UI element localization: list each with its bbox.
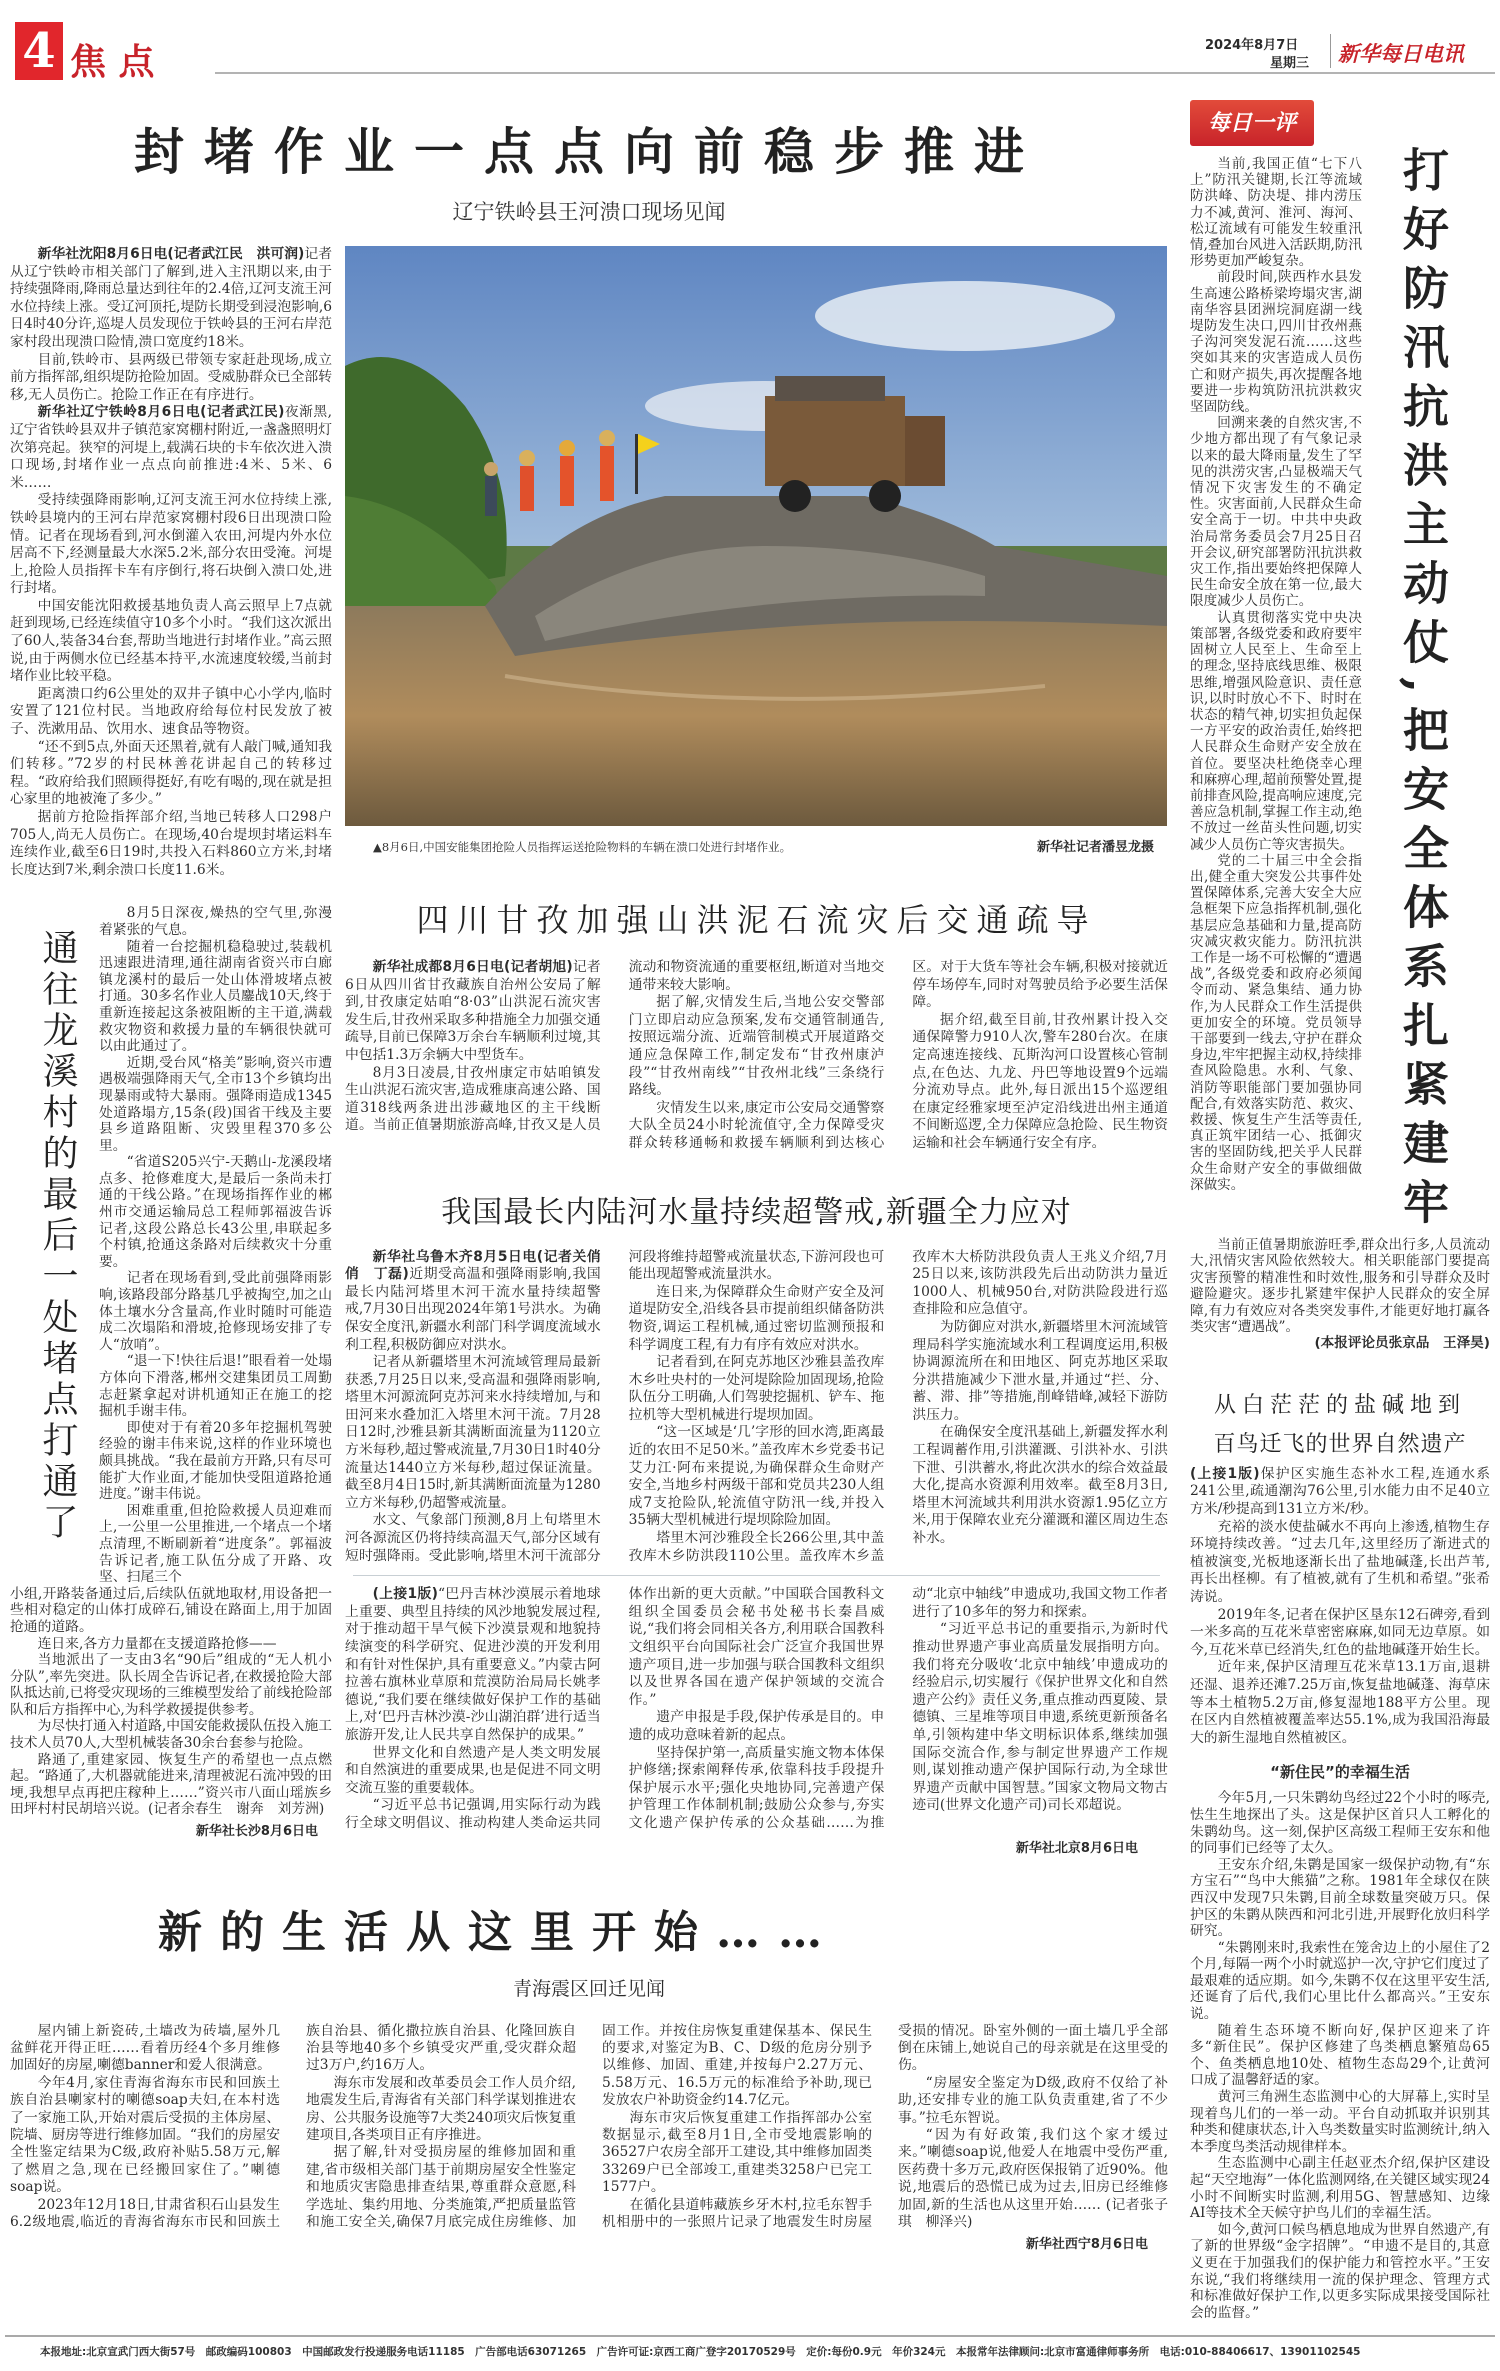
paragraph-text: 2023年12月18日,甘肃省积石山县发生6.2级地震,临近的青海省海东市民和回族土族自治县、循化撒拉族自治县、化隆回族自治县等地40多个乡镇受灾严重,受灾群众超过3万户,约16万人。 bbox=[10, 2022, 576, 2230]
heritage-dateline: 新华社北京8月6日电 bbox=[1015, 1840, 1138, 1856]
paragraph-text: 近年来,保护区清理互花米草13.1万亩,退耕还湿、退养还滩7.25万亩,恢复盐地碱蓬、海草床等本土植物5.2万亩,修复湿地188平方公里。现在区内自然植被覆盖率达55.1%,成为我国沿海最大的新生湿地自然植被区。 bbox=[1190, 1659, 1490, 1746]
paragraph bbox=[1190, 2155, 1490, 2221]
paragraph-text: 充裕的淡水使盐碱水不再向上渗透,植物生存环境持续改善。“过去几年,这里经历了渐进式的植被演变,光板地逐渐长出了盐地碱蓬,长出芦苇,再长出柽柳。有了植被,就有了生机和希望。”张希涛说。 bbox=[1190, 1518, 1490, 1606]
paragraph bbox=[10, 1586, 332, 1636]
paragraph bbox=[1190, 2023, 1490, 2089]
lead-story-body bbox=[10, 246, 332, 879]
paragraph bbox=[306, 2075, 576, 2145]
paragraph-text: 回溯来袭的自然灾害,不少地方都出现了有气象记录以来的最大降雨量,发生了罕见的洪涝灾害,凸显极端天气情况下灾害发生的不确定性。灾害面前,人民群众生命安全高于一切。中共中央政治局常务委员会7月25日召开会议,研究部署防汛抗洪救灾工作,指出要始终把保障人民生命安全放在第一位,最大限度减少人员伤亡。 bbox=[1190, 415, 1362, 610]
paragraph bbox=[629, 1354, 885, 1424]
paragraph bbox=[629, 1709, 885, 1744]
paragraph-text: 为尽快打通入村道路,中国安能救援队伍投入施工技术人员70人,大型机械装备30余台套参与抢险。 bbox=[10, 1718, 332, 1752]
paragraph bbox=[629, 994, 885, 1100]
paragraph-text: 小组,开路装备通过后,后续队伍就地取材,用设备把一些相对稳定的山体打成碎石,铺设在路面上,用于加固抢通的道路。 bbox=[10, 1585, 332, 1635]
paragraph bbox=[1190, 1940, 1490, 2023]
photo-caption: ▲8月6日,中国安能集团抢险人员指挥运送抢险物料的车辆在溃口处进行封堵作业。 bbox=[373, 840, 792, 854]
paragraph-text: 在确保安全度汛基础上,新疆发挥水利工程调蓄作用,引洪灌溉、引洪补水、引洪下泄、引洪蓄水,将此次洪水的综合效益最大化,提高水资源利用效率。截至8月3日,塔里木河流域共利用洪水资源1.95亿立方米,用于保障农业充分灌溉和灌区周边生态补水。 bbox=[912, 1424, 1168, 1547]
paragraph bbox=[99, 1353, 332, 1419]
header-rule bbox=[215, 72, 1495, 74]
paragraph-text: 保护区实施生态补水工程,连通水系241公里,疏通潮沟76公里,引水能力由不足40立方米/秒提高到131立方米/秒。 bbox=[1190, 1465, 1490, 1518]
paragraph bbox=[602, 2110, 872, 2197]
xinjiang-story-body bbox=[345, 1249, 1168, 1566]
commentary-top bbox=[1190, 146, 1490, 1238]
paragraph bbox=[345, 1586, 601, 1744]
paragraph bbox=[99, 1154, 332, 1270]
wetland-story-body bbox=[1190, 1466, 1490, 1748]
commentary-headline: 打好防汛抗洪主动仗,把安全体系扎紧建牢 bbox=[1396, 146, 1450, 1238]
paragraph-text: “习近平总书记的重要指示,为新时代推动世界遗产事业高质量发展指明方向。我们将充分吸收‘北京中轴线’申遗成功的经验启示,切实履行《保护世界文化和自然遗产公约》责任义务,重点推动西夏陵、景德镇、三星堆等项目申遗,系统更新预备名单,引领构建中华文明标识体系,继续加强国际交流合作,参与制定世界遗产工作规则,谋划推动遗产保护国际行动,为全球世界遗产贡献中国智慧。”国家文物局文物古迹司(世界文化遗产司)司长邓超说。 bbox=[912, 1621, 1168, 1814]
paragraph-text: 今年4月,家住青海省海东市民和回族土族自治县喇家村的喇德soap夫妇,在本村选了一家施工队,开始对震后受损的主体房屋、院墙、厨房等进行维修加固。“我们的房屋安全性鉴定结果为C级,政府补贴5.58万元,解了燃眉之急,现在已经搬回家住了。”喇德soap说。 bbox=[10, 2074, 280, 2196]
daily-commentary-badge bbox=[1190, 100, 1314, 146]
paragraph bbox=[10, 2023, 280, 2075]
qinghai-headline: 新的生活从这里开始…… bbox=[158, 1906, 840, 1958]
qinghai-subhead: 青海震区回迁见闻 bbox=[512, 1977, 665, 2000]
longxi-story-body-wide bbox=[10, 1586, 332, 1818]
paragraph-text: “习近平总书记强调,用实际行动为践行全球文明倡议、推动构建人类命运共同体作出新的更大贡献。”中国联合国教科文组织全国委员会秘书处秘书长秦昌威说,“我们将会同相关各方,利用联合国教科文组织平台向国际社会广泛宣介我国世界遗产项目,进一步加强与联合国教科文组织以及世界各国在遗产保护领域的交流合作。” bbox=[345, 1586, 885, 1831]
paragraph bbox=[912, 1319, 1168, 1425]
paragraph bbox=[10, 352, 332, 405]
paragraph-text: 中国安能沈阳救援基地负责人高云照早上7点就赶到现场,已经连续值守10多个小时。“我们这次派出了60人,装备34台套,帮助当地进行封堵作业。”高云照说,由于两侧水位已经基本持平,水流速度较缓,当前封堵作业比较平稳。 bbox=[10, 597, 332, 685]
paragraph bbox=[10, 246, 332, 352]
paragraph bbox=[1190, 2222, 1490, 2322]
paragraph-text: 连日来,各方力量都在支援道路抢修—— bbox=[37, 1635, 277, 1652]
paragraph-text: “还不到5点,外面天还黑着,就有人敲门喊,通知我们转移。”72岁的村民林善花讲起自己的转移过程。“政府给我们照顾得挺好,有吃有喝的,现在就是担心家里的地被淹了多少。” bbox=[10, 738, 332, 808]
paragraph bbox=[629, 1424, 885, 1530]
paragraph bbox=[99, 939, 332, 1055]
paragraph bbox=[99, 1503, 332, 1586]
paragraph bbox=[1190, 1857, 1490, 1940]
paragraph-text: 近期,受台风“格美”影响,资兴市遭遇极端强降雨天气,全市13个乡镇均出现暴雨或特大暴雨。强降雨造成1345处道路塌方,15条(段)国省干线及主要县乡道路阻断、灾毁里程370多公里。 bbox=[99, 1054, 332, 1154]
qinghai-story-body bbox=[10, 2023, 1168, 2232]
paragraph-text: 夜渐黑,辽宁省铁岭县双井子镇范家窝棚村附近,一盏盏照明灯次第亮起。狭窄的河堤上,载满石块的卡车依次进入溃口现场,封堵作业一点点向前推进:4米、5米、6米…… bbox=[10, 404, 333, 491]
paragraph bbox=[912, 1424, 1168, 1547]
paragraph-text: 王安东介绍,朱鹮是国家一级保护动物,有“东方宝石”“鸟中大熊猫”之称。1981年全球仅在陕西汉中发现7只朱鹮,目前全球数量突破万只。保护区的朱鹮从陕西和河北引进,开展野化放归科学研究。 bbox=[1190, 1856, 1490, 1940]
paragraph-text: 在循化县道帏藏族乡牙木村,拉毛东智手机相册中的一张照片记录了地震发生时房屋受损的情况。卧室外侧的一面土墙几乎全部倒在床铺上,她说自己的母亲就是在这里受的伤。 bbox=[602, 2022, 1168, 2230]
paragraph-text: 记者从新疆塔里木河流域管理局最新获悉,7月25日以来,受高温和强降雨影响,塔里木河源流阿克苏河来水持续增加,与和田河来水叠加汇入塔里木河干流。7月28日12时,沙雅县新其满断面流量为1120立方米每秒,超过警戒流量,7月30日1时40分流量达1440立方米每秒,超过保证流量。截至8月4日15时,新其满断面流量为1280立方米每秒,仍超警戒流量。 bbox=[345, 1354, 601, 1511]
paragraph bbox=[1190, 610, 1362, 853]
paragraph-text: “朱鹮刚来时,我索性在笼舍边上的小屋住了2个月,每隔一两个小时就巡护一次,守护它们度过了最艰难的适应期。如今,朱鹮不仅在这里平安生活,还诞育了后代,我们心里比什么都高兴。”王安东说。 bbox=[1190, 1939, 1490, 2023]
paragraph bbox=[10, 1652, 332, 1718]
lead-headline: 封堵作业一点点向前稳步推进 bbox=[134, 122, 1044, 181]
paragraph bbox=[10, 404, 332, 492]
longxi-top bbox=[10, 905, 332, 1585]
paragraph bbox=[99, 1420, 332, 1503]
paragraph-text: 8月5日深夜,燥热的空气里,弥漫着紧张的气息。 bbox=[99, 905, 332, 938]
issue-weekday: 星期三 bbox=[1270, 56, 1310, 71]
paragraph bbox=[345, 1354, 601, 1512]
paragraph-text: 海东市发展和改革委员会工作人员介绍,地震发生后,青海省有关部门科学谋划推进农房、公共服务设施等7大类240项灾后恢复重建项目,各类项目正有序推进。 bbox=[306, 2074, 576, 2143]
paragraph-text: “房屋安全鉴定为D级,政府不仅给了补助,还安排专业的施工队负责重建,省了不少事。”拉毛东智说。 bbox=[898, 2074, 1168, 2126]
paragraph-text: 随着生态环境不断向好,保护区迎来了许多“新住民”。保护区修建了鸟类栖息繁殖岛65个、鱼类栖息地10处、植物生态岛29个,让黄河口成了温馨舒适的家。 bbox=[1190, 2022, 1490, 2089]
paragraph-text: 党的二十届三中全会指出,健全重大突发公共事件处置保障体系,完善大安全大应急框架下应急指挥机制,强化基层应急基础和力量,提高防灾减灾救灾能力。防汛抗洪工作是一场不可松懈的“遭遇战”,各级党委和政府必须闻令而动、紧急集结、通力协作,为人民群众工作生活提供更加安全的环境。党员领导干部要到一线去,守护在群众身边,牢牢把握主动权,持续排查风险隐患。水利、气象、消防等职能部门要加强协同配合,有效落实防范、救灾、救援、恢复生产生活等责任,真正筑牢团结一心、抵御灾害的坚固防线,把关乎人民群众生命财产安全的事做细做深做实。 bbox=[1190, 852, 1362, 1193]
footer-info: 本报地址:北京宣武门西大街57号 邮政编码100803 中国邮政发行投递服务电话11185 广告部电话63071265 广告许可证:京西工商广登字20170529号 定价:每份0.9元 年价324元 本报常年法律顾问:北京市富通律师事务所 电话:010-88406617、13901102545 bbox=[40, 2346, 1361, 2359]
paragraph bbox=[1190, 1607, 1490, 1660]
paragraph bbox=[1190, 1659, 1490, 1747]
floodwater bbox=[345, 606, 1167, 826]
paragraph bbox=[10, 1636, 332, 1653]
paragraph-text: 2019年冬,记者在保护区垦东12石碑旁,看到一米多高的互花米草密密麻麻,如同无边草原。如今,互花米草已经消失,红色的盐地碱蓬开始生长。 bbox=[1190, 1606, 1490, 1658]
paragraph-text: 记者在现场看到,受此前强降雨影响,该路段部分路基几乎被掏空,加之山体土壤水分含量高,作业时随时可能造成二次塌陷和滑坡,抢修现场安排了专人“放哨”。 bbox=[99, 1270, 332, 1353]
section-divider bbox=[353, 1575, 1160, 1576]
paragraph-text: 黄河三角洲生态监测中心的大屏幕上,实时呈现着鸟儿们的一举一动。平台自动抓取并识别其种类和健康状态,计入鸟类数量实时监测统计,纳入本季度鸟类活动规律样本。 bbox=[1190, 2089, 1490, 2155]
paragraph bbox=[99, 1270, 332, 1353]
paragraph-text: 记者6日从四川省甘孜藏族自治州公安局了解到,甘孜康定姑咱“8·03”山洪泥石流灾害发生后,甘孜州采取多种措施全力加强交通疏导,目前已保障3万余台车辆顺利过境,其中包括1.3万余辆大中型货车。 bbox=[345, 959, 601, 1063]
paragraph-text: 8月3日凌晨,甘孜州康定市姑咱镇发生山洪泥石流灾害,造成雅康高速公路、国道318线两条进出涉藏地区的主干线断道。当前正值暑期旅游高峰,甘孜又是人员流动和物资流通的重要枢纽,断道对当地交通带来较大影响。 bbox=[345, 959, 885, 1134]
center-column bbox=[345, 246, 1168, 1856]
paragraph bbox=[10, 809, 332, 879]
paragraph-text: 认真贯彻落实党中央决策部署,各级党委和政府要牢固树立人民至上、生命至上的理念,坚持底线思维、极限思维,增强风险意识、责任意识,以时时放心不下、时时在状态的精气神,切实担负起保一方平安的政治责任,始终把人民群众生命财产安全放在首位。要坚决杜绝侥幸心理和麻痹心理,超前预警处置,提前排查风险,提高响应速度,完善应急机制,掌握工作主动,绝不放过一丝苗头性问题,切实减少人员伤亡等灾害损失。 bbox=[1190, 609, 1362, 853]
paragraph bbox=[345, 1745, 601, 1798]
paragraph bbox=[99, 1055, 332, 1155]
longxi-dateline: 新华社长沙8月6日电 bbox=[195, 1824, 318, 1840]
paragraph-text: 遗产申报是手段,保护传承是目的。申遗的成功意味着新的起点。 bbox=[628, 1709, 885, 1743]
section-title: 焦 点 bbox=[70, 41, 155, 83]
paragraph-text: 连日来,为保障群众生命财产安全及河道堤防安全,沿线各县市提前组织储备防洪物资,调运工程机械,通过密切监测预报和科学调度工程,有力有序有效应对洪水。 bbox=[628, 1283, 885, 1353]
paragraph-text: 世界文化和自然遗产是人类文明发展和自然演进的重要成果,也是促进不同文明交流互鉴的重要载体。 bbox=[345, 1744, 601, 1796]
page-body bbox=[0, 92, 1500, 2321]
paragraph bbox=[10, 492, 332, 598]
paragraph-text: 当前,我国正值“七下八上”防汛关键期,长江等流域防洪峰、防决堤、排内涝压力不减,黄河、淮河、海河、松辽流域有可能发生较重汛情,叠加台风进入活跃期,防汛形势更加严峻复杂。 bbox=[1190, 156, 1362, 270]
paragraph-text: 据了解,针对受损房屋的维修加固和重建,省市级相关部门基于前期房屋安全性鉴定和地质灾害隐患排查结果,尊重群众意愿,科学选址、集约用地、分类施策,严把质量监管和施工安全关,确保7月底完成住房维修、加固工作。并按住房恢复重建保基本、保民生的要求,对鉴定为B、C、D级的危房分别予以维修、加固、重建,并按每户2.27万元、5.58万元、16.5万元的标准给予补助,现已发放农户补助资金约14.7亿元。 bbox=[306, 2022, 872, 2230]
paragraph-text: 困难重重,但抢险救援人员迎难而上,一公里一公里推进,一个堵点一个堵点清理,不断刷新着“进度条”。郭福波告诉记者,施工队伍分成了开路、攻坚、扫尾三个 bbox=[99, 1502, 332, 1586]
paragraph bbox=[1190, 853, 1362, 1193]
page-number-badge bbox=[15, 22, 63, 80]
longxi-story-body bbox=[99, 905, 332, 1585]
commentary-closing-paragraph: 当前正值暑期旅游旺季,群众出行多,人员流动大,汛情灾害风险依然较大。相关职能部门要提高灾害预警的精准性和时效性,服务和引导群众及时避险避灾。逐步扎紧建牢保护人民群众的安全屏障,有力有效应对各类突发事件,才能更好地打赢各类灾害“遭遇战”。 bbox=[1190, 1237, 1490, 1336]
paragraph-text: “这一区域是‘几’字形的回水湾,距离最近的农田不足50米。”盖孜库木乡党委书记艾力江·阿布来提说,为确保群众生命财产安全,当地乡村两级干部和党员共230人组成7支抢险队,轮流值守防汛一线,并投入35辆大型机械进行堤坝除险加固。 bbox=[628, 1424, 885, 1529]
wetland-story-body-2 bbox=[1190, 1790, 1490, 2321]
photo-illustration bbox=[345, 246, 1167, 826]
paragraph bbox=[1190, 1519, 1490, 1607]
paragraph bbox=[898, 2127, 1168, 2231]
right-column bbox=[1190, 92, 1490, 2321]
masthead-divider bbox=[1330, 34, 1331, 68]
paragraph-text: 为防御应对洪水,新疆塔里木河流域管理局科学实施流域水利工程调度运用,积极协调源流所在和田地区、阿克苏地区采取分洪措施减少下泄水量,并通过“拦、分、蓄、滞、排”等措施,削峰错峰,减轻下游防洪压力。 bbox=[912, 1318, 1168, 1423]
longxi-headline: 通往龙溪村的最后一处堵点打通了 bbox=[37, 929, 78, 1545]
paragraph bbox=[912, 1012, 1168, 1153]
main-columns bbox=[10, 246, 1168, 1856]
paragraph bbox=[10, 598, 332, 686]
paragraph bbox=[345, 1249, 601, 1355]
paragraph-text: 屋内铺上新瓷砖,土墙改为砖墙,屋外几盆鲜花开得正旺……看着历经4个多月维修加固好的房屋,喇德banner和爱人很满意。 bbox=[10, 2022, 280, 2074]
paragraph bbox=[629, 1284, 885, 1354]
main-area bbox=[10, 92, 1168, 2252]
paragraph-text: “因为有好政策,我们这个家才缓过来。”喇德soap说,他爱人在地震中受伤严重,医药费十多万元,政府医保报销了近90%。他说,地震后的恐慌已成为过去,旧房已经维修加固,新的生活也从这里开始…… (记者张子琪 柳泽兴) bbox=[898, 2126, 1168, 2230]
paragraph bbox=[1190, 415, 1362, 609]
paragraph bbox=[1190, 1790, 1490, 1856]
page-header bbox=[0, 0, 1500, 92]
paragraph-text: 路通了,重建家园、恢复生产的希望也一点点燃起。“路通了,大机器就能进来,清理被泥石流冲毁的田埂,我想早点再把庄稼种上……”资兴市八面山瑶族乡田坪村村民胡培兴说。(记者余春生 谢奔 刘芳洲) bbox=[10, 1751, 332, 1818]
paragraph-text: 记者从辽宁铁岭市相关部门了解到,进入主汛期以来,由于持续强降雨,降雨总量达到往年的2.4倍,辽河支流王河水位持续上涨。受辽河顶托,堤防长期受到浸泡影响,6日4时40分许,巡堤人员发现位于铁岭县的王河右岸范家村段出现溃口险情,溃口宽度约18米。 bbox=[10, 246, 333, 350]
paragraph-text: 距离溃口约6公里处的双井子镇中心小学内,临时安置了121位村民。当地政府给每位村民发放了被子、洗漱用品、饮用水、速食品等物资。 bbox=[10, 685, 332, 738]
daily-commentary-label: 每日一评 bbox=[1207, 110, 1296, 136]
paragraph bbox=[1190, 269, 1362, 415]
photo-credit: 新华社记者潘昱龙摄 bbox=[1036, 840, 1154, 855]
commentary-byline: (本报评论员张京品 王泽昊) bbox=[1314, 1335, 1490, 1352]
dateline-lead: (上接1版) bbox=[1190, 1465, 1260, 1482]
paragraph bbox=[10, 1718, 332, 1751]
dateline-lead: 新华社成都8月6日电(记者胡旭) bbox=[372, 959, 573, 975]
paragraph-text: 近期受高温和强降雨影响,我国最长内陆河塔里木河干流水量持续超警戒,7月30日出现2024年第1号洪水。为确保安全度汛,新疆水利部门科学调度流域水利工程,积极防御应对洪水。 bbox=[345, 1266, 601, 1353]
paragraph-text: 生态监测中心副主任赵亚杰介绍,保护区建设起“天空地海”一体化监测网络,在关键区域实现24小时不间断实时监测,利用5G、智慧感知、边缘AI等技术全天候守护鸟儿们的幸福生活。 bbox=[1190, 2155, 1490, 2222]
commentary-body bbox=[1190, 156, 1362, 1193]
paragraph-text: “巴丹吉林沙漠展示着地球上重要、典型且持续的风沙地貌发展过程,对于推动超干旱气候下沙漠景观和地貌持续演变的科学研究、促进沙漠的开发利用和有针对性保护,具有重要意义。”内蒙古阿拉善右旗林业草原和荒漠防治局局长姚孝德说,“我们要在继续做好保护工作的基础上,对‘巴丹吉林沙漠-沙山湖泊群’进行适当旅游开发,让人民共享自然保护的成果。” bbox=[345, 1586, 601, 1743]
paragraph-text: 灾情发生以来,康定市公安局交通警察大队全员24小时轮流值守,全力保障受灾群众转移通畅和救援车辆顺利到达核心区。对于大货车等社会车辆,积极对接就近停车场停车,同时对驾驶员给予必要生活保障。 bbox=[628, 959, 1168, 1151]
wetland-headline-line1: 从白茫茫的盐碱地到 bbox=[1213, 1392, 1466, 1418]
paragraph-text: “省道S205兴宁-天鹅山-龙溪段堵点多、抢修难度大,是最后一条尚未打通的干线公路。”在现场指挥作业的郴州市交通运输局总工程师郭福波告诉记者,这段公路总长43公里,串联起多个村镇,抢通这条路对后续救灾十分重要。 bbox=[99, 1154, 332, 1270]
left-column bbox=[10, 246, 332, 1839]
xinjiang-headline: 我国最长内陆河水量持续超警戒,新疆全力应对 bbox=[441, 1194, 1072, 1230]
wetland-headline-line2: 百鸟迁飞的世界自然遗产 bbox=[1213, 1431, 1467, 1457]
heritage-story-body bbox=[345, 1586, 1168, 1832]
paragraph-text: 前段时间,陕西柞水县发生高速公路桥梁垮塌灾害,湖南华容县团洲垸洞庭湖一线堤防发生决口,四川甘孜州燕子沟河突发泥石流……这些突如其来的灾害造成人员伤亡和财产损失,再次提醒各地要进一步构筑防汛抗洪救灾坚固防线。 bbox=[1190, 269, 1362, 416]
paragraph bbox=[1190, 1466, 1490, 1519]
paragraph bbox=[345, 959, 601, 1065]
paragraph bbox=[10, 2075, 280, 2197]
lead-subhead: 辽宁铁岭县王河溃口现场见闻 bbox=[452, 200, 726, 224]
page-number: 4 bbox=[22, 23, 56, 79]
paragraph-text: 塔里木河沙雅段全长266公里,其中盖孜库木乡防洪段110公里。盖孜库木乡盖孜库木大桥防洪段负责人王兆义介绍,7月25日以来,该防洪段先后出动防洪力量近1000人、机械950台,对防洪险段进行巡查排险和应急值守。 bbox=[628, 1248, 1168, 1564]
paragraph-text: 水文、气象部门预测,8月上旬塔里木河各源流区仍将持续高温天气,部分区域有短时强降雨。受此影响,塔里木河干流部分河段将维持超警戒流量状态,下游河段也可能出现超警戒流量洪水。 bbox=[345, 1248, 885, 1564]
paragraph-text: 据前方抢险指挥部介绍,当地已转移人口298户705人,尚无人员伤亡。在现场,40台堤坝封堵运料车连续作业,截至6日19时,共投入石料860立方米,封堵长度达到7米,剩余溃口长度11.6米。 bbox=[10, 809, 332, 878]
paragraph bbox=[912, 1621, 1168, 1815]
paragraph bbox=[10, 739, 332, 809]
paragraph-text: “退一下!快往后退!”眼看着一处塌方体向下滑落,郴州交建集团员工周勤志赶紧拿起对讲机通知正在施工的挖掘机手谢丰伟。 bbox=[99, 1353, 332, 1420]
sichuan-story-body bbox=[345, 959, 1168, 1153]
photo-caption-row bbox=[345, 826, 1168, 855]
paragraph-text: 据介绍,截至目前,甘孜州累计投入交通保障警力910人次,警车280台次。在康定高速连接线、瓦斯沟河口设置核心管制点,在色达、九龙、丹巴等地设置9个远端分流劝导点。此外,每日派出15个巡逻组在康定经雅家埂至泸定沿线进出州主通道不间断巡逻,全力保障应急抢险、民生物资运输和社会车辆通行安全有序。 bbox=[912, 1011, 1168, 1151]
paragraph-text: 目前,铁岭市、县两级已带领专家赶赴现场,成立前方指挥部,组织堤防抢险加固。受威胁群众已全部转移,无人员伤亡。抢险工作正在有序进行。 bbox=[10, 351, 332, 403]
dateline-lead: 新华社辽宁铁岭8月6日电(记者武江民) bbox=[37, 404, 285, 421]
paragraph bbox=[898, 2075, 1168, 2127]
issue-date: 2024年8月7日 bbox=[1205, 38, 1299, 53]
paragraph bbox=[1190, 156, 1362, 269]
wetland-subheading: “新住民”的幸福生活 bbox=[1270, 1763, 1410, 1782]
paragraph-text: 坚持保护第一,高质量实施文物本体保护修缮;探索阐释传承,依靠科技手段提升保护展示水平;强化央地协同,完善遗产保护管理工作体制机制;鼓励公众参与,夯实文化遗产保护传承的公众基础……为推动“北京中轴线”申遗成功,我国文物工作者进行了10多年的努力和探索。 bbox=[628, 1586, 1168, 1831]
paragraph bbox=[1190, 2089, 1490, 2155]
paragraph-text: 据了解,灾情发生后,当地公安交警部门立即启动应急预案,发布交通管制通告,按照远端分流、近端管制模式开展道路交通应急保障工作,制定发布“甘孜州康泸段”“甘孜州南线”“甘孜州北线”三条绕行路线。 bbox=[628, 994, 885, 1099]
paragraph-text: 即使对于有着20多年挖掘机驾驶经验的谢丰伟来说,这样的作业环境也颇具挑战。“我在最前方开路,只有尽可能扩大作业面,才能加快受阻道路抢通进度。”谢丰伟说。 bbox=[99, 1419, 332, 1503]
masthead-logo: 新华每日电讯 bbox=[1338, 41, 1464, 66]
paragraph-text: 海东市灾后恢复重建工作指挥部办公室数据显示,截至8月1日,全市受地震影响的36527户农房全部开工建设,其中维修加固类33269户已全部竣工,重建类3258户已完工1577户。 bbox=[602, 2109, 872, 2196]
paragraph-text: 随着一台挖掘机稳稳驶过,装载机迅速跟进清理,通往湖南省资兴市白廊镇龙溪村的最后一处山体滑坡堵点被打通。30多名作业人员鏖战10天,终于重新连接起这条被阻断的主干道,满载救灾物资和救援力量的车辆很快就可以由此通过了。 bbox=[99, 938, 332, 1055]
paragraph-text: 受持续强降雨影响,辽河支流王河水位持续上涨,铁岭县境内的王河右岸范家窝棚村段6日出现溃口险情。记者在现场看到,河水倒灌入农田,河堤内外水位居高不下,经测量最大水深5.2米,部分农田受淹。河堤上,抢险人员指挥卡车有序倒行,将石块倒入溃口处,进行封堵。 bbox=[10, 492, 332, 597]
paragraph-text: 如今,黄河口候鸟栖息地成为世界自然遗产,有了新的世界级“金字招牌”。“申遗不是目的,其意义更在于加强我们的保护能力和管控水平。”王安东说,“我们将继续用一流的保护理念、管理方式和标准做好保护工作,以更多实际成果接受国际社会的监督。” bbox=[1190, 2221, 1490, 2321]
commentary-body-wide bbox=[1190, 1237, 1490, 1352]
dateline-lead: 新华社沈阳8月6日电(记者武江民 洪可润) bbox=[37, 246, 305, 262]
paragraph-text: 记者看到,在阿克苏地区沙雅县盖孜库木乡吐央村的一处河堤除险加固现场,抢险队伍分工明确,人们驾驶挖掘机、铲车、拖拉机等大型机械进行堤坝加固。 bbox=[628, 1354, 885, 1423]
dateline-lead: 新华社乌鲁木齐8月5日电(记者关俏俏 丁磊) bbox=[345, 1248, 601, 1283]
paragraph-text: 当地派出了一支由3名“90后”组成的“无人机小分队”,率先突进。队长周全告诉记者,在救援抢险大部队抵达前,已将受灾现场的三维模型发给了前线抢险部队和后方指挥中心,为科学救援提供参考。 bbox=[10, 1652, 332, 1718]
dateline-lead: (上接1版) bbox=[372, 1586, 438, 1603]
qinghai-dateline: 新华社西宁8月6日电 bbox=[1025, 2237, 1148, 2253]
paragraph bbox=[99, 905, 332, 938]
paragraph-text: 今年5月,一只朱鹮幼鸟经过22个小时的啄壳,怯生生地探出了头。这是保护区首只人工孵化的朱鹮幼鸟。这一刻,保护区高级工程师王安东和他的同事们已经等了太久。 bbox=[1190, 1790, 1490, 1857]
sichuan-headline: 四川甘孜加强山洪泥石流灾后交通疏导 bbox=[416, 901, 1097, 939]
paragraph bbox=[10, 1752, 332, 1818]
paragraph bbox=[10, 686, 332, 739]
flood-photo bbox=[345, 246, 1167, 826]
